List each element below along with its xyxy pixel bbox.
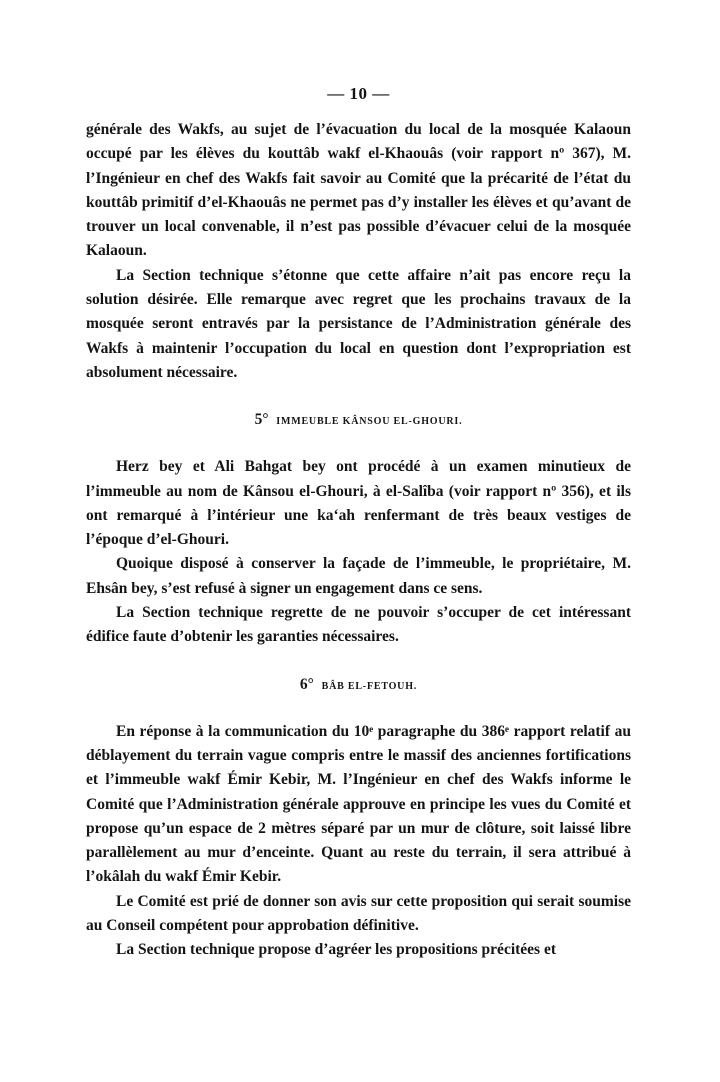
section-heading xyxy=(86,676,631,694)
paragraph-continuation: générale des Wakfs, au sujet de l’évacuation du local de la mosquée Kalaoun occupé par les élèves du kouttâb wakf el-Khaouâs (voir rapport nº 367), M. l’Ingénieur en chef des Wakfs fait savoir au Comité que la précarité de l’état du kouttâb primitif d’el-Khaouâs ne permet pas d’y installer les élèves et qu’avant de trouver un local convenable, il n’est pas possible d’évacuer celui de la mosquée Kalaoun. xyxy=(86,121,631,260)
section-title: IMMEUBLE KÂNSOU EL-GHOURI. xyxy=(276,416,463,428)
paragraph: Le Comité est prié de donner son avis sur cette proposition qui serait soumise au Conseil compétent pour approbation définitive. xyxy=(86,892,631,935)
document-page xyxy=(86,84,631,963)
paragraph: Herz bey et Ali Bahgat bey ont procédé à un examen minutieux de l’immeuble au nom de Kânsou el-Ghouri, à el-Salîba (voir rapport nº 356), et ils ont remarqué à l’intérieur une ka‘ah renfermant de très beaux vestiges de l’époque d’el-Ghouri. xyxy=(86,458,631,549)
paragraph: La Section technique propose d’agréer les propositions précitées et xyxy=(116,941,556,959)
paragraph: Quoique disposé à conserver la façade de l’immeuble, le propriétaire, M. Ehsân bey, s’est refusé à signer un engagement dans ce sens. xyxy=(86,555,631,597)
section-number: 5° xyxy=(254,411,269,429)
paragraph: La Section technique regrette de ne pouvoir s’occuper de cet intéressant édifice faute d’obtenir les garanties nécessaires. xyxy=(86,604,631,646)
section-number: 6° xyxy=(299,675,314,693)
paragraph: La Section technique s’étonne que cette affaire n’ait pas encore reçu la solution désirée. Elle remarque avec regret que les prochains travaux de la mosquée seront entravés par la persistance de l’Administration générale des Wakfs à maintenir l’occupation du local en question dont l’expropriation est absolument nécessaire. xyxy=(86,266,631,381)
paragraph: En réponse à la communication du 10ᵉ paragraphe du 386ᵉ rapport relatif au déblayement du terrain vague compris entre le massif des anciennes fortifications et l’immeuble wakf Émir Kebir, M. l’Ingénieur en chef des Wakfs informe le Comité que l’Administration générale approuve en principe les vues du Comité et propose qu’un espace de 2 mètres séparé par un mur de clôture, soit laissé libre parallèlement au mur d’enceinte. Quant au reste du terrain, il sera attribué à l’okâlah du wakf Émir Kebir. xyxy=(86,722,631,886)
page-number: — 10 — xyxy=(327,84,390,103)
section-title: BÂB EL-FETOUH. xyxy=(321,680,418,692)
section-heading xyxy=(86,411,631,429)
